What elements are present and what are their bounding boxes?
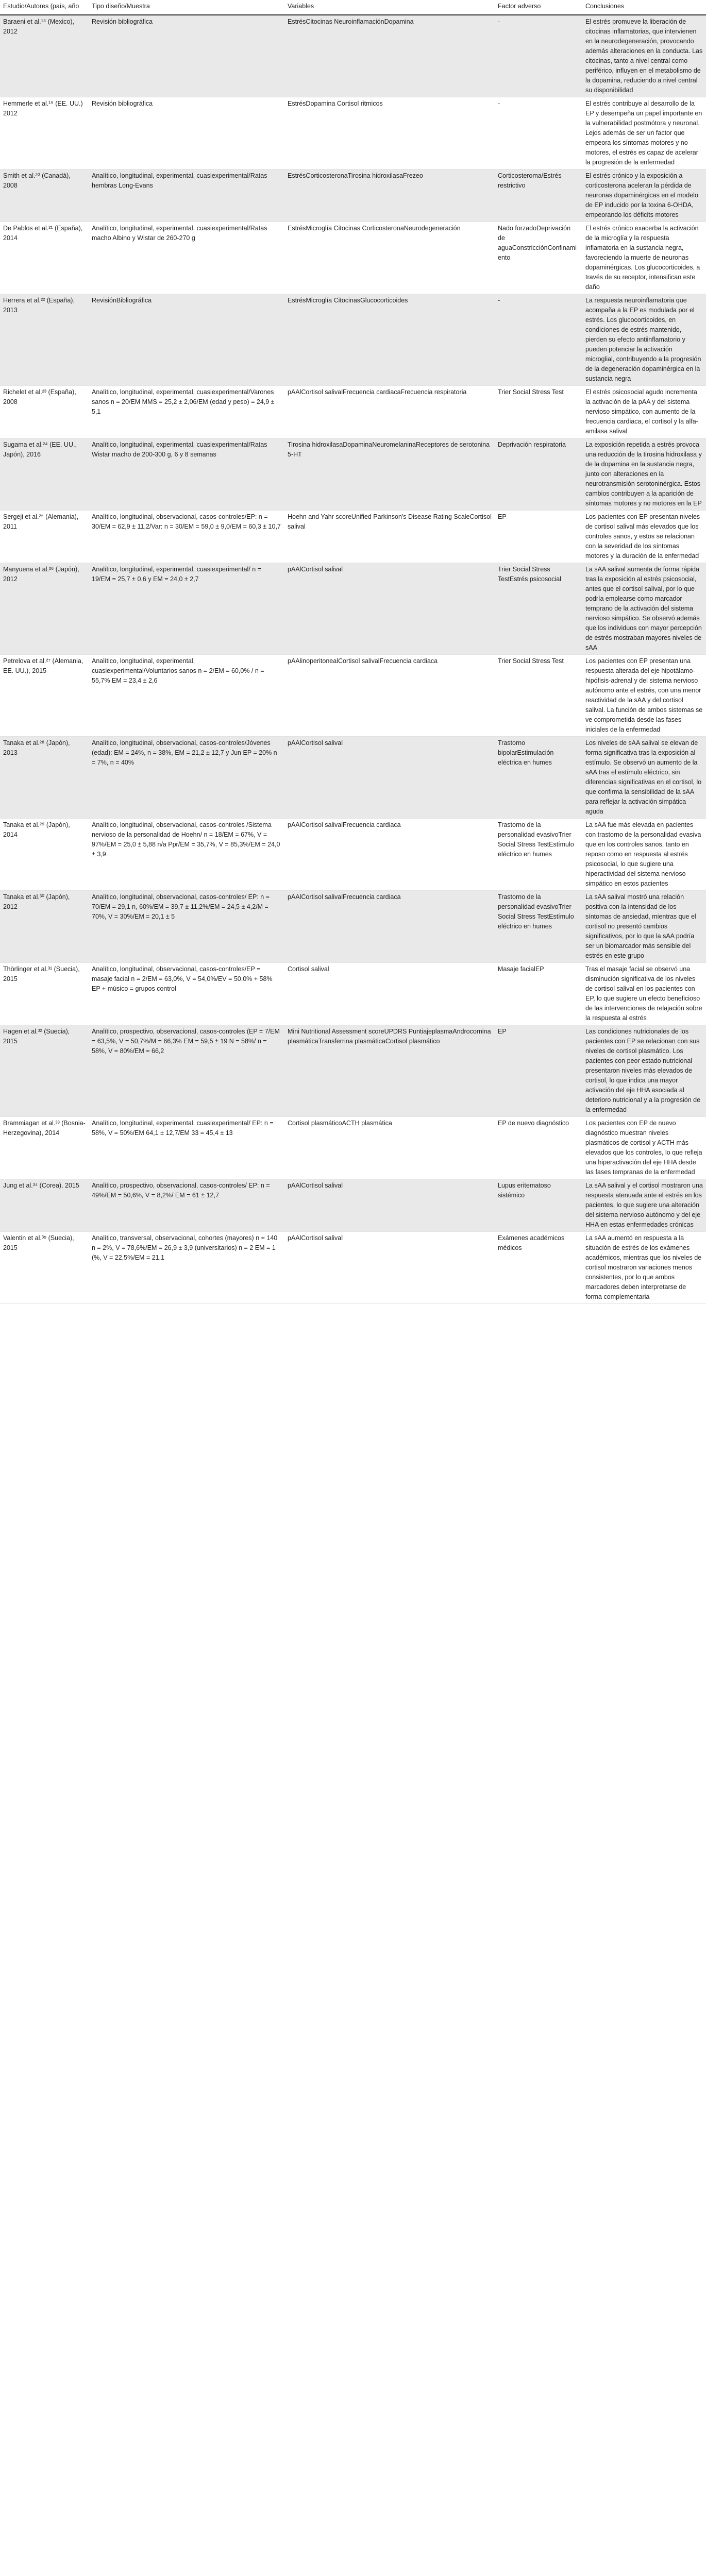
cell-adverse-factor: EP: [495, 1025, 582, 1117]
cell-conclusions: La exposición repetida a estrés provoca una reducción de la tirosina hidroxilasa y de la dopamina en la sustancia negra, junto con alteraciones en la neurotransmisión serotoninérgica. Estos cambios contribuyen a la aparición de síntomas motores y no motores en la EP: [582, 438, 706, 511]
cell-design: Analítico, longitudinal, observacional, casos-controles/EP: n = 30/EM = 62,9 ± 11,2/Var: n = 30/EM = 59,0 ± 9,0/EM = 60,3 ± 10,7: [89, 511, 284, 563]
cell-design: Analítico, transversal, observacional, cohortes (mayores) n = 140 n = 2%, V = 78,6%/EM = 26,9 ± 3,9 (universitarios) n = 2 EM = 1 (%, V = 22,5%/EM = 21,1: [89, 1232, 284, 1304]
cell-design: Revisión bibliográfica: [89, 97, 284, 170]
cell-design: Revisión bibliográfica: [89, 15, 284, 97]
cell-design: Analítico, longitudinal, observacional, casos-controles /Sistema nervioso de la personalidad de Hoehn/ n = 18/EM = 67%, V = 97%/EM = 25,0 ± 5,88 n/a Ppr/EM = 35,7%, V = 85,3%/EM = 24,0 ± 3,9: [89, 819, 284, 891]
cell-design: Analítico, prospectivo, observacional, casos-controles/ EP: n = 49%/EM = 50,6%, V = 8,2%/ EM = 61 ± 12,7: [89, 1179, 284, 1232]
cell-design: RevisiónBibliográfica: [89, 294, 284, 386]
cell-study: Tanaka et al.²⁹ (Japón), 2014: [0, 819, 89, 891]
table-row: [0, 15, 706, 97]
cell-study: Manyuena et al.²⁶ (Japón), 2012: [0, 563, 89, 655]
cell-conclusions: Los pacientes con EP presentan niveles de cortisol salival más elevados que los controles sanos, y estos se relacionan con la severidad de los síntomas motores y la duración de la enfermedad: [582, 511, 706, 563]
table-row: [0, 97, 706, 170]
cell-design: Analítico, longitudinal, experimental, cuasiexperimental/Voluntarios sanos n = 2/EM = 60,0% / n = 55,7% EM = 23,4 ± 2,6: [89, 655, 284, 737]
cell-variables: pAAlCortisol salivalFrecuencia cardiacaFrecuencia respiratoria: [284, 386, 495, 438]
table-row: [0, 1179, 706, 1232]
cell-variables: EstrésMicroglía CitocinasGlucocorticoides: [284, 294, 495, 386]
table-row: [0, 1025, 706, 1117]
cell-conclusions: El estrés contribuye al desarrollo de la EP y desempeña un papel importante en la vulnerabilidad postmótora y neuronal. Lejos además de ser un factor que empeora los síntomas motores y no motores, el estrés es capaz de acelerar la progresión de la enfermedad: [582, 97, 706, 170]
table-row: [0, 563, 706, 655]
table-header: [0, 0, 706, 15]
cell-study: Tanaka et al.²⁸ (Japón), 2013: [0, 737, 89, 819]
cell-adverse-factor: EP de nuevo diagnóstico: [495, 1117, 582, 1179]
cell-conclusions: Los pacientes con EP de nuevo diagnóstico muestran niveles plasmáticos de cortisol y ACTH más elevados que los controles, lo que refleja una hiperactivación del eje HHA desde las fases tempranas de la enfermedad: [582, 1117, 706, 1179]
table-row: [0, 170, 706, 222]
cell-study: Brammiagan et al.³³ (Bosnia-Herzegovina), 2014: [0, 1117, 89, 1179]
cell-variables: EstrésCorticosteronaTirosina hidroxilasaFrezeo: [284, 170, 495, 222]
table-row: [0, 819, 706, 891]
cell-conclusions: Las condiciones nutricionales de los pacientes con EP se relacionan con sus niveles de cortisol plasmático. Los pacientes con peor estado nutricional presentaron niveles más elevados de cortisol, lo que indica una mayor activación del eje HHA asociada al deterioro nutricional y a la progresión de la enfermedad: [582, 1025, 706, 1117]
cell-design: Analítico, prospectivo, observacional, casos-controles (EP = 7/EM = 63,5%, V = 50,7%/M = 66,3% EM = 59,5 ± 19 N = 58%/ n = 58%, V = 80%/EM = 66,2: [89, 1025, 284, 1117]
table-row: [0, 655, 706, 737]
header-study: Estudio/Autores (país, año: [0, 0, 89, 15]
table-row: [0, 386, 706, 438]
cell-study: Hemmerle et al.¹⁹ (EE. UU.) 2012: [0, 97, 89, 170]
header-row: [0, 0, 706, 15]
table-row: [0, 438, 706, 511]
cell-design: Analítico, longitudinal, observacional, casos-controles/ EP: n = 70/EM = 29,1 n, 60%/EM = 39,7 ± 11,2%/EM = 24,5 ± 4,2/M = 70%, V = 30%/EM = 20,1 ± 5: [89, 891, 284, 963]
cell-design: Analítico, longitudinal, experimental, cuasiexperimental/Ratas macho Albino y Wistar de 260-270 g: [89, 222, 284, 294]
cell-conclusions: La respuesta neuroinflamatoria que acompaña a la EP es modulada por el estrés. Los glucocorticoides, en condiciones de estrés mantenido, pierden su efecto antiinflamatorio y pueden potenciar la activación microglial, contribuyendo a la progresión de la degeneración dopaminérgica en la sustancia negra: [582, 294, 706, 386]
cell-design: Analítico, longitudinal, experimental, cuasiexperimental/Varones sanos n = 20/EM MMS = 25,2 ± 2,06/EM (edad y peso) = 24,9 ± 5,1: [89, 386, 284, 438]
cell-design: Analítico, longitudinal, experimental, cuasiexperimental/ n = 19/EM = 25,7 ± 0,6 y EM = 24,0 ± 2,7: [89, 563, 284, 655]
cell-study: Smith et al.²⁰ (Canadá), 2008: [0, 170, 89, 222]
cell-adverse-factor: Trastorno de la personalidad evasivoTrier Social Stress TestEstímulo eléctrico en humes: [495, 819, 582, 891]
table-row: [0, 963, 706, 1025]
cell-conclusions: El estrés promueve la liberación de citocinas inflamatorias, que intervienen en la neurodegeneración, provocando además alteraciones en la conducta. Las citocinas, tanto a nivel central como periférico, influyen en el metabolismo de la dopamina, reduciendo a nivel central su disponibilidad: [582, 15, 706, 97]
table-row: [0, 1117, 706, 1179]
cell-conclusions: Los niveles de sAA salival se elevan de forma significativa tras la exposición al estímulo. Se observó un aumento de la sAA tras el estímulo eléctrico, sin diferencias significativas en el cortisol, lo que confirma la sensibilidad de la sAA para reflejar la activación simpática aguda: [582, 737, 706, 819]
cell-adverse-factor: Trastorno bipolarEstimulación eléctrica en humes: [495, 737, 582, 819]
cell-design: Analítico, longitudinal, experimental, cuasiexperimental/ EP: n = 58%, V = 50%/EM 64,1 ± 12,7/EM 33 = 45,4 ± 13: [89, 1117, 284, 1179]
cell-variables: Hoehn and Yahr scoreUnified Parkinson's Disease Rating ScaleCortisol salival: [284, 511, 495, 563]
table-row: [0, 1232, 706, 1304]
cell-variables: Tirosina hidroxilasaDopaminaNeuromelaninaReceptores de serotonina 5-HT: [284, 438, 495, 511]
cell-adverse-factor: Lupus eritematoso sistémico: [495, 1179, 582, 1232]
header-conclusions: Conclusiones: [582, 0, 706, 15]
table-row: [0, 511, 706, 563]
cell-adverse-factor: EP: [495, 511, 582, 563]
cell-conclusions: La sAA aumentó en respuesta a la situación de estrés de los exámenes académicos, mientras que los niveles de cortisol mostraron variaciones menos consistentes, por lo que ambos marcadores deben interpretarse de forma complementaria: [582, 1232, 706, 1304]
cell-adverse-factor: Trier Social Stress Test: [495, 655, 582, 737]
cell-conclusions: La sAA salival mostró una relación positiva con la intensidad de los síntomas de ansiedad, mientras que el cortisol no presentó cambios significativos, por lo que la sAA podría ser un biomarcador más sensible del estrés en este grupo: [582, 891, 706, 963]
cell-variables: Cortisol plasmáticoACTH plasmática: [284, 1117, 495, 1179]
cell-variables: pAAlCortisol salivalFrecuencia cardiaca: [284, 819, 495, 891]
cell-conclusions: La sAA salival aumenta de forma rápida tras la exposición al estrés psicosocial, antes que el cortisol salival, por lo que podría emplearse como marcador temprano de la activación del sistema nervioso simpático. Se observó además que los individuos con mayor percepción de estrés mostraban mayores niveles de sAA: [582, 563, 706, 655]
table-body: [0, 15, 706, 1304]
cell-study: Baraeni et al.¹⁸ (Mexico), 2012: [0, 15, 89, 97]
cell-study: Hagen et al.³² (Suecia), 2015: [0, 1025, 89, 1117]
cell-study: Herrera et al.²² (España), 2013: [0, 294, 89, 386]
cell-study: Petrelova et al.²⁷ (Alemania, EE. UU.), 2015: [0, 655, 89, 737]
cell-study: De Pablos et al.²¹ (España), 2014: [0, 222, 89, 294]
cell-adverse-factor: -: [495, 97, 582, 170]
cell-variables: Cortisol salival: [284, 963, 495, 1025]
cell-adverse-factor: Corticosteroma/Estrés restrictivo: [495, 170, 582, 222]
cell-adverse-factor: -: [495, 15, 582, 97]
table-row: [0, 891, 706, 963]
cell-study: Sugama et al.²⁴ (EE. UU., Japón), 2016: [0, 438, 89, 511]
cell-study: Richelet et al.²³ (España), 2008: [0, 386, 89, 438]
cell-design: Analítico, longitudinal, observacional, casos-controles/EP = masaje facial n = 2/EM = 63,0%, V = 54,0%/EV = 50,0% + 58% EP + músico = grupos control: [89, 963, 284, 1025]
cell-study: Valentin et al.³⁵ (Suecia), 2015: [0, 1232, 89, 1304]
cell-variables: pAAlCortisol salival: [284, 1179, 495, 1232]
cell-study: Tanaka et al.³⁰ (Japón), 2012: [0, 891, 89, 963]
cell-adverse-factor: -: [495, 294, 582, 386]
table-row: [0, 737, 706, 819]
cell-variables: pAAlinoperitonealCortisol salivalFrecuencia cardiaca: [284, 655, 495, 737]
cell-conclusions: El estrés crónico exacerba la activación de la microglía y la respuesta inflamatoria en la sustancia negra, favoreciendo la muerte de neuronas dopaminérgicas. Los glucocorticoides, a través de su receptor, intensifican este daño: [582, 222, 706, 294]
cell-design: Analítico, longitudinal, observacional, casos-controles/Jóvenes (edad): EM = 24%, n = 38%, EM = 21,2 ± 12,7 y Jun EP = 20% n = 7%, n = 40%: [89, 737, 284, 819]
cell-adverse-factor: Exámenes académicos médicos: [495, 1232, 582, 1304]
table-row: [0, 222, 706, 294]
cell-study: Sergeji et al.²⁵ (Alemania), 2011: [0, 511, 89, 563]
table-row: [0, 294, 706, 386]
cell-variables: Mini Nutritional Assessment scoreUPDRS PuntiajeplasmaAndrocornina plasmáticaTransferrina plasmáticaCortisol plasmático: [284, 1025, 495, 1117]
cell-conclusions: Tras el masaje facial se observó una disminución significativa de los niveles de cortisol salival en los pacientes con EP, lo que sugiere un efecto beneficioso de las intervenciones de relajación sobre la respuesta al estrés: [582, 963, 706, 1025]
cell-conclusions: La sAA fue más elevada en pacientes con trastorno de la personalidad evasiva que en los controles sanos, tanto en reposo como en respuesta al estrés psicosocial, lo que sugiere una hiperactividad del sistema nervioso simpático en estos pacientes: [582, 819, 706, 891]
cell-study: Thörlinger et al.³¹ (Suecia), 2015: [0, 963, 89, 1025]
cell-adverse-factor: Trier Social Stress TestEstrés psicosocial: [495, 563, 582, 655]
cell-conclusions: El estrés psicosocial agudo incrementa la activación de la pAA y del sistema nervioso simpático, con aumento de la frecuencia cardiaca, el cortisol y la alfa-amilasa salival: [582, 386, 706, 438]
header-design: Tipo diseño/Muestra: [89, 0, 284, 15]
cell-variables: pAAlCortisol salival: [284, 737, 495, 819]
cell-study: Jung et al.³⁴ (Corea), 2015: [0, 1179, 89, 1232]
cell-variables: pAAlCortisol salival: [284, 563, 495, 655]
header-adverse-factor: Factor adverso: [495, 0, 582, 15]
cell-adverse-factor: Trier Social Stress Test: [495, 386, 582, 438]
cell-variables: EstrésCitocinas NeuroinflamaciónDopamina: [284, 15, 495, 97]
cell-adverse-factor: Masaje facialEP: [495, 963, 582, 1025]
cell-variables: EstrésDopamina Cortisol ritmicos: [284, 97, 495, 170]
cell-design: Analítico, longitudinal, experimental, cuasiexperimental/Ratas Wistar macho de 200-300 g, 6 y 8 semanas: [89, 438, 284, 511]
cell-adverse-factor: Trastorno de la personalidad evasivoTrier Social Stress TestEstímulo eléctrico en humes: [495, 891, 582, 963]
header-variables: Variables: [284, 0, 495, 15]
cell-conclusions: El estrés crónico y la exposición a corticosterona aceleran la pérdida de neuronas dopaminérgicas en el modelo de EP inducido por la toxina 6-OHDA, empeorando los déficits motores: [582, 170, 706, 222]
cell-conclusions: La sAA salival y el cortisol mostraron una respuesta atenuada ante el estrés en los pacientes, lo que sugiere una alteración del sistema nervioso autónomo y del eje HHA en estas enfermedades crónicas: [582, 1179, 706, 1232]
cell-adverse-factor: Deprivación respiratoria: [495, 438, 582, 511]
cell-design: Analítico, longitudinal, experimental, cuasiexperimental/Ratas hembras Long-Evans: [89, 170, 284, 222]
cell-conclusions: Los pacientes con EP presentan una respuesta alterada del eje hipotálamo-hipófisis-adrenal y del sistema nervioso autónomo ante el estrés, con una menor reactividad de la sAA y del cortisol salival. La función de ambos sistemas se ve comprometida desde las fases iniciales de la enfermedad: [582, 655, 706, 737]
cell-variables: pAAlCortisol salivalFrecuencia cardiaca: [284, 891, 495, 963]
cell-adverse-factor: Nado forzadoDeprivación de aguaConstricciónConfinamiento: [495, 222, 582, 294]
cell-variables: EstrésMicroglía Citocinas CorticosteronaNeurodegeneración: [284, 222, 495, 294]
cell-variables: pAAlCortisol salival: [284, 1232, 495, 1304]
